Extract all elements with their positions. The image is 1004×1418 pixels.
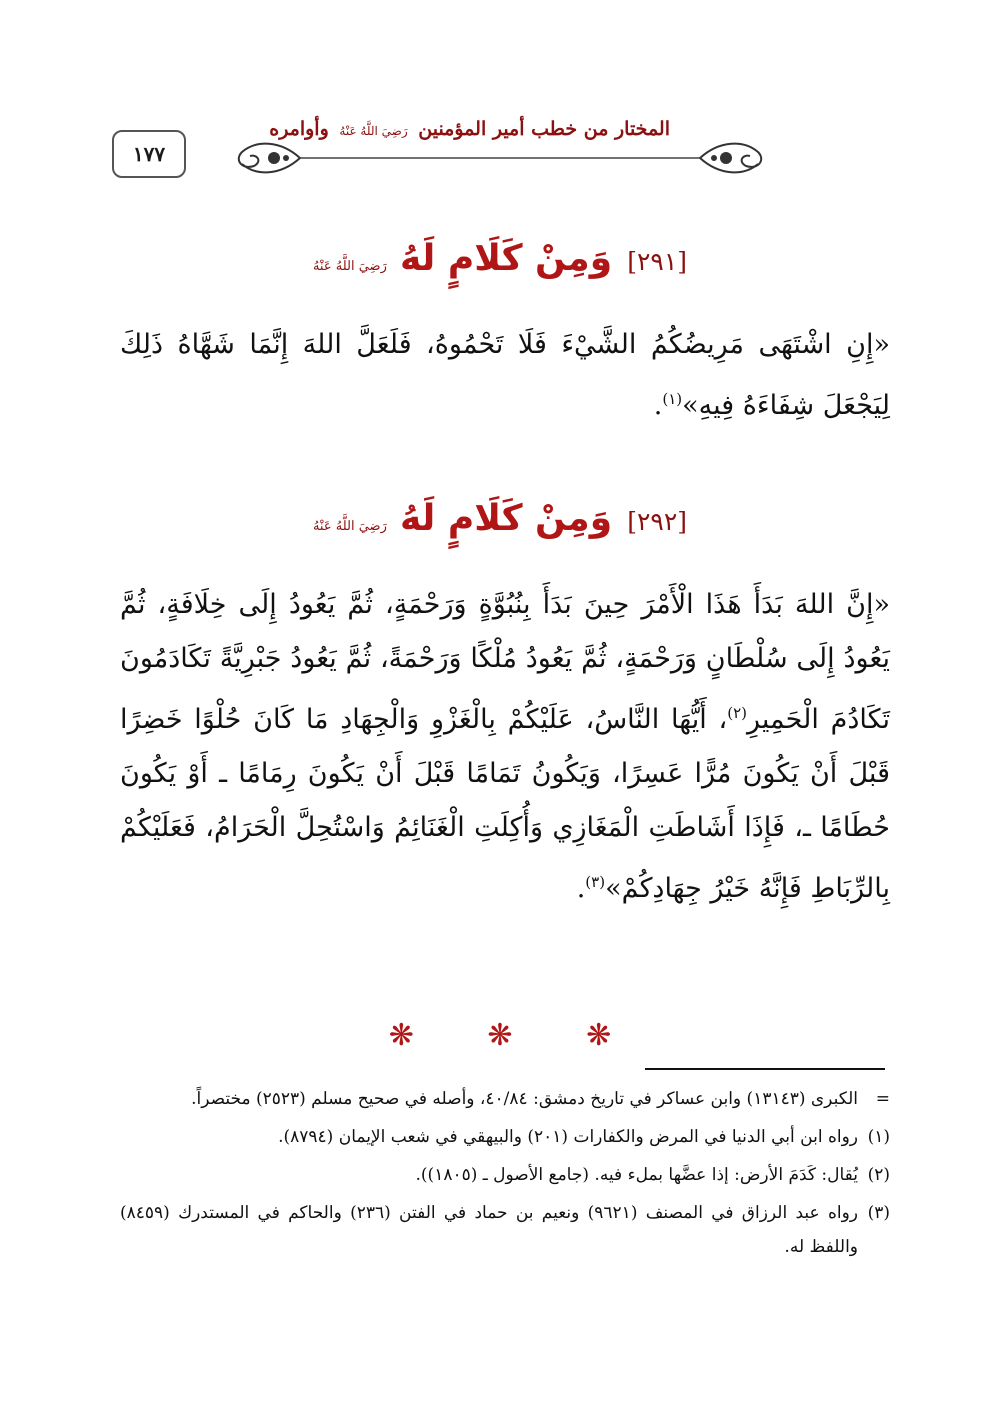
end-punct: . xyxy=(653,390,663,421)
quote-text-part2: ، أَيُّهَا النَّاسُ، عَلَيْكُمْ بِالْغَزْوِ وَالْجِهَادِ مَا كَانَ حُلْوًا خَضِرًا قَبْلَ أَنْ يَكُونَ مُرًّا عَسِرًا، وَيَكُونُ تَمَامًا قَبْلَ أَنْ يَكُونَ رِمَامًا ـ أَوْ يَكُونَ حُطَامًا ـ، فَإِذَا أَشَاطَتِ الْمَغَازِي وَأُكِلَتِ الْغَنَائِمُ وَاسْتُحِلَّ الْحَرَامُ، فَعَلَيْكُمْ بِالرِّبَاطِ فَإِنَّهُ خَيْرُ جِهَادِكُمْ» xyxy=(120,704,890,904)
section-number: [٢٩١] xyxy=(627,247,688,276)
section-number: [٢٩٢] xyxy=(627,507,688,536)
footnote-text: رواه عبد الرزاق في المصنف (٩٦٢١) ونعيم بن حماد في الفتن (٢٣٦) والحاكم في المستدرك (٨٤٥٩) واللفظ له. xyxy=(120,1203,858,1257)
footnote-continued xyxy=(120,1082,890,1116)
section-heading-291 xyxy=(100,238,900,279)
running-title-honorific: رَضِيَ اللَّهُ عَنْهُ xyxy=(339,124,408,138)
footnote-ref: (٣) xyxy=(585,873,606,891)
quote-text: «إِنِ اشْتَهَى مَرِيضُكُمُ الشَّيْءَ فَلَا تَحْمُوهُ، فَلَعَلَّ اللهَ إِنَّمَا شَهَّاهُ ذَلِكَ لِيَجْعَلَ شِفَاءَهُ فِيهِ» xyxy=(120,329,890,421)
footnote-2 xyxy=(120,1158,890,1192)
ornament-divider-icon xyxy=(220,134,780,184)
asterism-icon: ❋ xyxy=(487,1018,513,1053)
footnote-3 xyxy=(120,1196,890,1264)
section-title: وَمِنْ كَلَامٍ لَهُ xyxy=(399,498,613,539)
end-punct: . xyxy=(576,873,586,904)
running-title-suffix: وأوامره xyxy=(269,118,329,140)
section-honorific: رَضِيَ اللَّهُ عَنْهُ xyxy=(312,519,387,534)
footnotes xyxy=(120,1082,890,1268)
footnote-number: = xyxy=(875,1089,890,1109)
ornament-separator xyxy=(100,1018,900,1053)
footnote-1 xyxy=(120,1120,890,1154)
page-number-text: ١٧٧ xyxy=(132,142,166,166)
footnote-ref: (٢) xyxy=(727,704,748,722)
page-number xyxy=(112,130,186,178)
footnote-number: (٢) xyxy=(867,1165,890,1185)
section-heading-292 xyxy=(100,498,900,539)
footnote-number: (١) xyxy=(867,1127,890,1147)
section-text-291 xyxy=(120,318,890,433)
asterism-icon: ❋ xyxy=(388,1018,414,1053)
footnote-ref: (١) xyxy=(662,390,683,408)
footnote-divider xyxy=(645,1068,885,1070)
asterism-icon: ❋ xyxy=(586,1018,612,1053)
section-text-292 xyxy=(120,578,890,916)
running-header xyxy=(220,112,780,192)
running-title xyxy=(269,118,670,140)
footnote-number: (٣) xyxy=(867,1203,890,1223)
quote-text-part1: «إِنَّ اللهَ بَدَأَ هَذَا الْأَمْرَ حِينَ بَدَأَ بِنُبُوَّةٍ وَرَحْمَةٍ، ثُمَّ يَعُودُ إِلَى خِلَافَةٍ، ثُمَّ يَعُودُ إِلَى سُلْطَانٍ وَرَحْمَةٍ، ثُمَّ يَعُودُ مُلْكًا وَرَحْمَةً، ثُمَّ يَعُودُ جَبْرِيَّةً تَكَادَمُونَ تَكَادُمَ الْحَمِيرِ xyxy=(120,589,890,735)
footnote-text: رواه ابن أبي الدنيا في المرض والكفارات (٢٠١) والبيهقي في شعب الإيمان (٨٧٩٤). xyxy=(278,1127,858,1147)
running-title-main: المختار من خطب أمير المؤمنين xyxy=(418,118,670,140)
section-honorific: رَضِيَ اللَّهُ عَنْهُ xyxy=(312,259,387,274)
footnote-text: يُقال: كَدَمَ الأرض: إذا عضَّها بملء فيه. (جامع الأصول ـ (١٨٠٥)). xyxy=(415,1165,858,1185)
section-title: وَمِنْ كَلَامٍ لَهُ xyxy=(399,238,613,279)
footnote-text: الكبرى (١٣١٤٣) وابن عساكر في تاريخ دمشق: ٤٠/٨٤، وأصله في صحيح مسلم (٢٥٢٣) مختصراً. xyxy=(191,1089,858,1109)
